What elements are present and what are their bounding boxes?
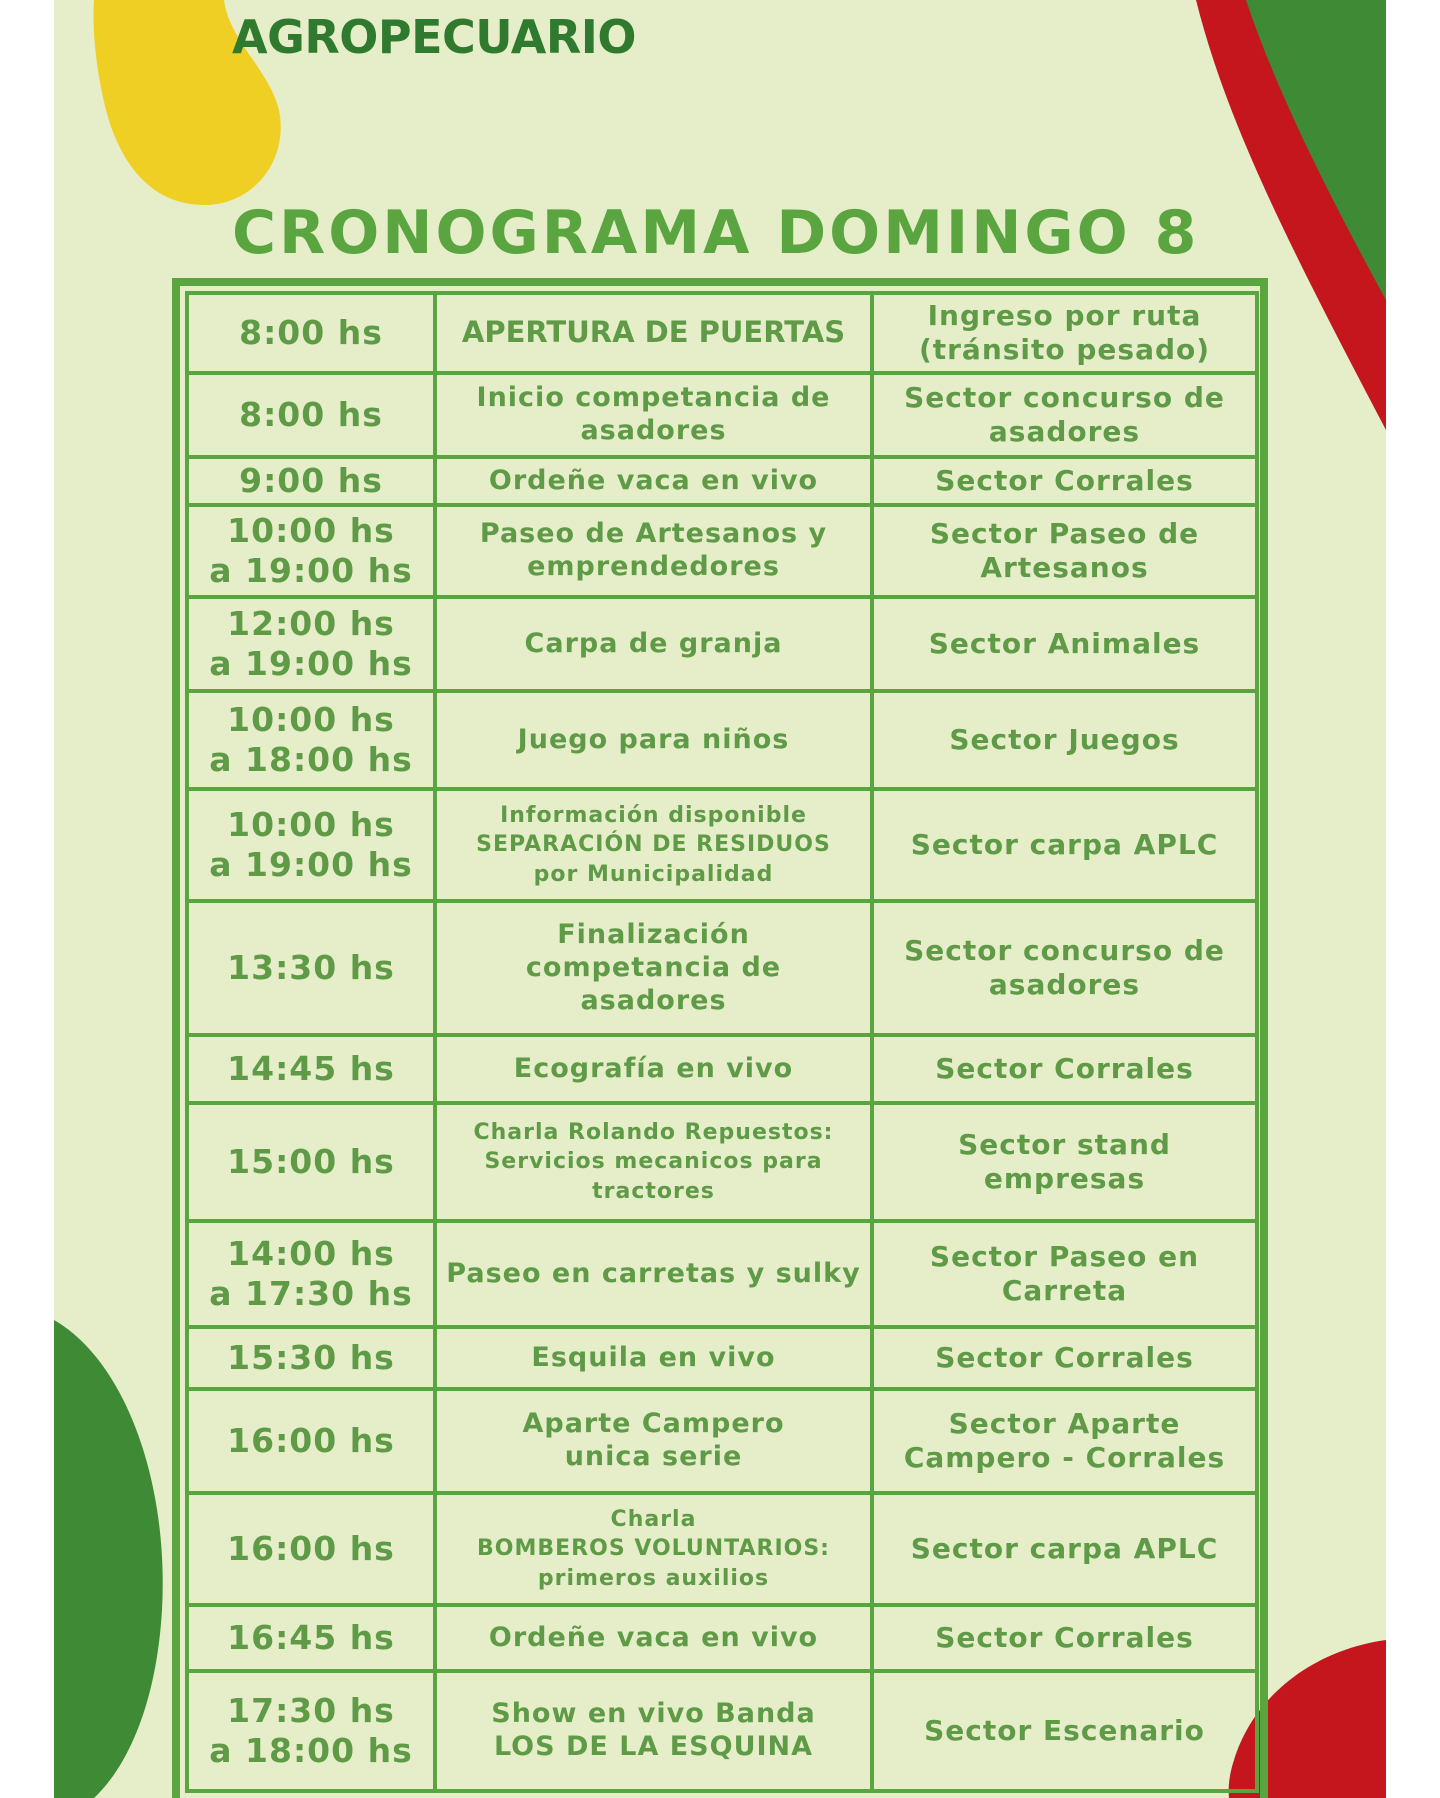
time-line: 16:45 hs — [227, 1618, 395, 1658]
activity-cell — [435, 691, 872, 789]
location-line: Carreta — [1001, 1274, 1128, 1308]
time-line: 14:45 hs — [227, 1049, 395, 1089]
location-cell — [872, 1035, 1257, 1103]
location-line: Campero - Corrales — [903, 1441, 1226, 1475]
time-cell — [187, 691, 435, 789]
schedule-row — [187, 789, 1257, 901]
location-line: Sector concurso de — [904, 380, 1225, 414]
location-line: Sector carpa APLC — [910, 828, 1219, 862]
location-cell — [872, 373, 1257, 457]
activity-line: primeros auxilios — [537, 1566, 770, 1592]
time-cell — [187, 901, 435, 1035]
green-blob-bottom-left — [54, 1320, 174, 1798]
location-line: Sector Animales — [928, 627, 1201, 661]
activity-line: SEPARACIÓN DE RESIDUOS — [476, 832, 831, 858]
location-cell — [872, 1221, 1257, 1327]
location-line: Sector stand — [958, 1128, 1171, 1162]
location-line: (tránsito pesado) — [918, 333, 1211, 366]
location-line: Sector Escenario — [924, 1714, 1205, 1748]
activity-line: Show en vivo Banda — [491, 1698, 816, 1730]
location-cell — [872, 789, 1257, 901]
location-cell — [872, 597, 1257, 691]
activity-line: BOMBEROS VOLUNTARIOS: — [477, 1536, 830, 1562]
time-line: 10:00 hs — [227, 805, 395, 844]
activity-line: emprendedores — [527, 551, 780, 583]
header-org-word: AGROPECUARIO — [232, 10, 636, 64]
schedule-row — [187, 457, 1257, 505]
schedule-row — [187, 1671, 1257, 1791]
time-line: 15:30 hs — [227, 1338, 395, 1378]
activity-line: Esquila en vivo — [531, 1341, 776, 1373]
time-cell — [187, 789, 435, 901]
schedule-row — [187, 1221, 1257, 1327]
time-line: 10:00 hs — [227, 700, 395, 739]
activity-line: Información disponible — [500, 802, 807, 828]
location-line: Sector carpa APLC — [910, 1532, 1219, 1566]
activity-line: Aparte Campero — [522, 1408, 785, 1440]
schedule-row — [187, 1035, 1257, 1103]
schedule-row — [187, 1103, 1257, 1221]
location-line: Sector Corrales — [935, 1341, 1194, 1375]
schedule-row — [187, 1327, 1257, 1389]
time-line: 16:00 hs — [227, 1529, 395, 1569]
location-line: Sector Corrales — [935, 1621, 1194, 1655]
location-cell — [872, 1671, 1257, 1791]
time-line: 12:00 hs — [227, 604, 395, 643]
time-line: a 17:30 hs — [209, 1274, 413, 1314]
time-cell — [187, 1493, 435, 1605]
activity-line: LOS DE LA ESQUINA — [493, 1731, 814, 1763]
location-cell — [872, 293, 1257, 373]
activity-cell — [435, 1221, 872, 1327]
activity-line: Ordeñe vaca en vivo — [488, 1621, 819, 1653]
activity-line: Finalización — [557, 918, 750, 950]
activity-cell — [435, 293, 872, 373]
location-line: Ingreso por ruta — [927, 298, 1202, 332]
schedule-row — [187, 293, 1257, 373]
time-cell — [187, 1605, 435, 1671]
location-line: Sector Corrales — [935, 1052, 1194, 1086]
location-line: asadores — [988, 415, 1141, 448]
time-cell — [187, 1389, 435, 1493]
time-line: 10:00 hs — [227, 511, 395, 550]
activity-line: Juego para niños — [517, 723, 790, 755]
activity-line: Inicio competancia de — [476, 382, 831, 414]
time-line: 8:00 hs — [239, 394, 383, 434]
location-line: Sector Paseo de — [929, 517, 1200, 551]
activity-cell — [435, 1389, 872, 1493]
time-cell — [187, 293, 435, 373]
time-cell — [187, 373, 435, 457]
activity-cell — [435, 457, 872, 505]
time-cell — [187, 1221, 435, 1327]
activity-cell — [435, 505, 872, 597]
time-line: 8:00 hs — [239, 312, 383, 352]
location-cell — [872, 1493, 1257, 1605]
time-line: a 18:00 hs — [209, 740, 413, 780]
time-line: a 19:00 hs — [209, 551, 413, 591]
location-cell — [872, 505, 1257, 597]
activity-cell — [435, 1605, 872, 1671]
location-line: Artesanos — [980, 551, 1149, 585]
location-line: asadores — [988, 968, 1141, 1002]
activity-line: Servicios mecanicos para — [484, 1149, 823, 1175]
location-cell — [872, 1389, 1257, 1493]
time-line: a 19:00 hs — [209, 644, 413, 684]
location-line: Sector Aparte — [948, 1407, 1181, 1441]
activity-line: Paseo de Artesanos y — [479, 518, 828, 550]
activity-line: competancia de — [525, 951, 782, 983]
location-line: Sector Juegos — [949, 723, 1180, 757]
activity-cell — [435, 1327, 872, 1389]
activity-cell — [435, 1035, 872, 1103]
time-cell — [187, 505, 435, 597]
location-line: Sector Paseo en — [929, 1240, 1200, 1274]
location-cell — [872, 1605, 1257, 1671]
location-line: Sector concurso de — [904, 934, 1225, 968]
activity-line: unica serie — [564, 1441, 743, 1473]
activity-cell — [435, 597, 872, 691]
location-line: empresas — [983, 1162, 1146, 1196]
activity-line: Ordeñe vaca en vivo — [488, 464, 819, 496]
schedule-row — [187, 1389, 1257, 1493]
activity-line: por Municipalidad — [533, 862, 774, 888]
location-cell — [872, 1327, 1257, 1389]
activity-cell — [435, 1103, 872, 1221]
time-cell — [187, 597, 435, 691]
schedule-row — [187, 691, 1257, 789]
page-title: CRONOGRAMA DOMINGO 8 — [232, 198, 1200, 268]
activity-line: APERTURA DE PUERTAS — [461, 315, 846, 350]
activity-line: Charla Rolando Repuestos: — [473, 1119, 834, 1145]
activity-line: Charla — [610, 1506, 697, 1532]
schedule-table — [185, 291, 1259, 1793]
time-line: 13:30 hs — [227, 948, 395, 988]
time-line: a 19:00 hs — [209, 845, 413, 885]
activity-line: tractores — [592, 1179, 715, 1205]
schedule-row — [187, 597, 1257, 691]
time-line: 14:00 hs — [227, 1234, 395, 1273]
time-line: 17:30 hs — [227, 1691, 395, 1730]
schedule-table-body — [187, 293, 1257, 1791]
schedule-row — [187, 1605, 1257, 1671]
location-line: Sector Corrales — [935, 464, 1194, 498]
time-line: 9:00 hs — [239, 461, 383, 500]
schedule-row — [187, 373, 1257, 457]
activity-cell — [435, 1493, 872, 1605]
activity-line: Ecografía en vivo — [513, 1052, 794, 1084]
time-cell — [187, 1327, 435, 1389]
time-cell — [187, 1671, 435, 1791]
activity-cell — [435, 373, 872, 457]
time-cell — [187, 1035, 435, 1103]
schedule-row — [187, 901, 1257, 1035]
time-line: 16:00 hs — [227, 1421, 395, 1461]
activity-line: Paseo en carretas y sulky — [446, 1257, 861, 1289]
time-cell — [187, 1103, 435, 1221]
time-cell — [187, 457, 435, 505]
activity-line: Carpa de granja — [524, 627, 783, 659]
time-line: 15:00 hs — [227, 1142, 395, 1182]
activity-cell — [435, 1671, 872, 1791]
activity-cell — [435, 901, 872, 1035]
location-cell — [872, 457, 1257, 505]
location-cell — [872, 901, 1257, 1035]
activity-line: asadores — [580, 984, 727, 1016]
activity-line: asadores — [580, 415, 727, 446]
schedule-row — [187, 505, 1257, 597]
schedule-row — [187, 1493, 1257, 1605]
location-cell — [872, 691, 1257, 789]
poster — [54, 0, 1386, 1798]
location-cell — [872, 1103, 1257, 1221]
activity-cell — [435, 789, 872, 901]
time-line: a 18:00 hs — [209, 1731, 413, 1771]
